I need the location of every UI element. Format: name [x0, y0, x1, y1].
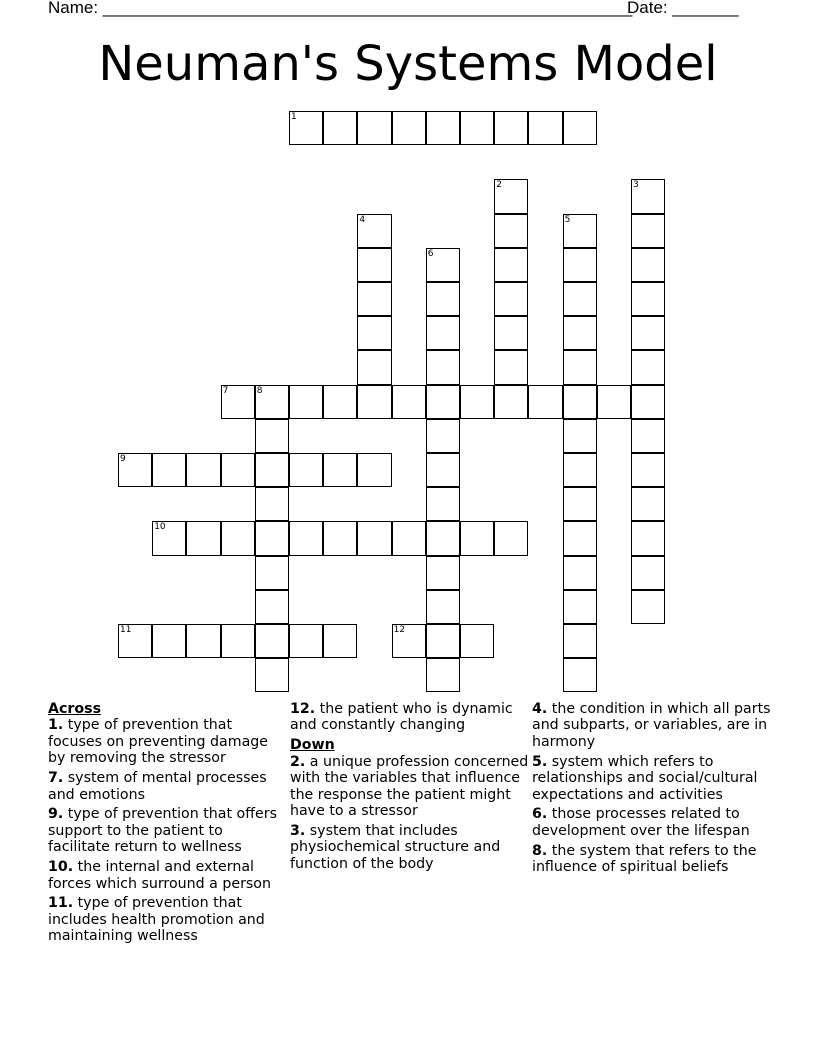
grid-cell[interactable] [255, 419, 289, 453]
grid-cell[interactable] [357, 248, 391, 282]
clue-across-9: 9. type of prevention that offers support to the patient to facilitate return to wellness [48, 806, 277, 856]
grid-cell[interactable] [563, 350, 597, 384]
grid-cell[interactable] [186, 624, 220, 658]
grid-cell[interactable] [460, 521, 494, 555]
cell-number: 3 [633, 180, 639, 191]
down-heading: Down [290, 737, 335, 754]
grid-cell[interactable] [323, 624, 357, 658]
clue-across-12: 12. the patient who is dynamic and constantly changing [290, 701, 513, 734]
grid-cell[interactable] [460, 624, 494, 658]
grid-cell[interactable] [255, 658, 289, 692]
grid-cell[interactable] [426, 385, 460, 419]
grid-cell[interactable] [426, 248, 460, 282]
grid-cell[interactable] [563, 419, 597, 453]
name-line: Name: ________________________________________________________ [48, 0, 633, 17]
grid-cell[interactable] [631, 316, 665, 350]
grid-cell[interactable] [563, 282, 597, 316]
cell-number: 6 [427, 248, 434, 259]
grid-cell[interactable] [357, 453, 391, 487]
grid-cell[interactable] [494, 111, 528, 145]
grid-cell[interactable] [631, 350, 665, 384]
grid-cell[interactable] [563, 487, 597, 521]
grid-cell[interactable] [392, 111, 426, 145]
grid-cell[interactable] [563, 453, 597, 487]
grid-cell[interactable] [289, 624, 323, 658]
cell-number: 2 [496, 180, 502, 191]
grid-cell[interactable] [494, 214, 528, 248]
grid-cell[interactable] [426, 624, 460, 658]
grid-cell[interactable] [289, 521, 323, 555]
cell-number: 8 [256, 385, 263, 396]
grid-cell[interactable] [426, 658, 460, 692]
clues-column-2 [290, 701, 530, 876]
cell-number: 9 [120, 454, 126, 464]
grid-cell[interactable] [289, 111, 323, 145]
grid-cell[interactable] [221, 453, 255, 487]
date-line: Date: _______ [627, 0, 739, 17]
clue-down-8: 8. the system that refers to the influence of spiritual beliefs [532, 842, 757, 876]
grid-cell[interactable] [392, 385, 426, 419]
grid-cell[interactable] [357, 111, 391, 145]
grid-cell[interactable] [357, 350, 391, 384]
grid-cell[interactable] [357, 214, 391, 248]
grid-cell[interactable] [392, 521, 426, 555]
grid-cell[interactable] [494, 521, 528, 555]
grid-cell[interactable] [357, 316, 391, 350]
grid-cell[interactable] [631, 556, 665, 590]
grid-cell[interactable] [323, 521, 357, 555]
cell-number: 5 [564, 214, 571, 225]
cell-number: 4 [359, 214, 366, 225]
clues-column-1 [48, 701, 288, 948]
grid-cell[interactable] [426, 282, 460, 316]
grid-cell[interactable] [494, 282, 528, 316]
grid-cell[interactable] [255, 590, 289, 624]
across-heading: Across [48, 701, 102, 717]
grid-cell[interactable] [426, 419, 460, 453]
grid-cell[interactable] [426, 453, 460, 487]
grid-cell[interactable] [426, 316, 460, 350]
grid-cell[interactable] [494, 350, 528, 384]
grid-cell[interactable] [255, 521, 289, 555]
grid-cell[interactable] [323, 111, 357, 145]
grid-cell[interactable] [152, 624, 186, 658]
clue-across-11: 11. type of prevention that includes health promotion and maintaining wellness [48, 895, 265, 945]
grid-cell[interactable] [323, 453, 357, 487]
page-title: Neuman's Systems Model [98, 36, 718, 92]
cell-number: 11 [120, 625, 132, 635]
grid-cell[interactable] [563, 590, 597, 624]
grid-cell[interactable] [631, 453, 665, 487]
grid-cell[interactable] [631, 248, 665, 282]
grid-cell[interactable] [426, 111, 460, 145]
cell-number: 1 [291, 112, 297, 122]
grid-cell[interactable] [118, 453, 152, 487]
grid-cell[interactable] [255, 385, 289, 419]
grid-cell[interactable] [494, 316, 528, 350]
grid-cell[interactable] [631, 385, 665, 419]
grid-cell[interactable] [563, 111, 597, 145]
clue-across-7: 7. system of mental processes and emotions [48, 770, 267, 803]
grid-cell[interactable] [255, 624, 289, 658]
grid-cell[interactable] [494, 385, 528, 419]
clue-down-6: 6. those processes related to development over the lifespan [532, 806, 750, 839]
grid-cell[interactable] [563, 658, 597, 692]
grid-cell[interactable] [357, 521, 391, 555]
grid-cell[interactable] [289, 385, 323, 419]
grid-cell[interactable] [323, 385, 357, 419]
grid-cell[interactable] [631, 419, 665, 453]
grid-cell[interactable] [255, 556, 289, 590]
grid-cell[interactable] [494, 179, 528, 213]
grid-cell[interactable] [426, 590, 460, 624]
grid-cell[interactable] [631, 521, 665, 555]
grid-cell[interactable] [631, 487, 665, 521]
grid-cell[interactable] [289, 453, 323, 487]
grid-cell[interactable] [460, 385, 494, 419]
grid-cell[interactable] [255, 487, 289, 521]
grid-cell[interactable] [186, 521, 220, 555]
clue-down-2: 2. a unique profession concerned with the variables that influence the response the patient might have to a stressor [290, 753, 529, 819]
clues-column-3 [532, 701, 772, 879]
grid-cell[interactable] [357, 385, 391, 419]
grid-cell[interactable] [221, 521, 255, 555]
grid-cell[interactable] [563, 556, 597, 590]
grid-cell[interactable] [118, 624, 152, 658]
grid-cell[interactable] [460, 111, 494, 145]
cell-number: 7 [222, 385, 229, 396]
grid-cell[interactable] [392, 624, 426, 658]
clue-down-3: 3. system that includes physiochemical structure and function of the body [290, 822, 501, 872]
clue-down-5: 5. system which refers to relationships and social/cultural expectations and activities [532, 753, 758, 803]
grid-cell[interactable] [186, 453, 220, 487]
grid-cell[interactable] [221, 624, 255, 658]
grid-cell[interactable] [255, 453, 289, 487]
grid-cell[interactable] [426, 521, 460, 555]
grid-cell[interactable] [528, 385, 562, 419]
grid-cell[interactable] [631, 590, 665, 624]
clue-down-4: 4. the condition in which all parts and subparts, or variables, are in harmony [532, 701, 771, 750]
grid-cell[interactable] [631, 282, 665, 316]
grid-cell[interactable] [426, 556, 460, 590]
grid-cell[interactable] [563, 316, 597, 350]
grid-cell[interactable] [631, 214, 665, 248]
clue-across-1: 1. type of prevention that focuses on preventing damage by removing the stressor [48, 717, 269, 767]
grid-cell[interactable] [221, 385, 255, 419]
grid-cell[interactable] [563, 385, 597, 419]
grid-cell[interactable] [357, 282, 391, 316]
cell-number: 10 [154, 522, 166, 533]
cell-number: 12 [393, 625, 406, 635]
grid-cell[interactable] [152, 453, 186, 487]
grid-cell[interactable] [426, 487, 460, 521]
grid-cell[interactable] [528, 111, 562, 145]
grid-cell[interactable] [563, 624, 597, 658]
grid-cell[interactable] [563, 248, 597, 282]
grid-cell[interactable] [494, 248, 528, 282]
clue-across-10: 10. the internal and external forces which surround a person [48, 859, 271, 892]
grid-cell[interactable] [563, 521, 597, 555]
grid-cell[interactable] [152, 521, 186, 555]
grid-cell[interactable] [426, 350, 460, 384]
grid-cell[interactable] [597, 385, 631, 419]
grid-cell[interactable] [631, 179, 665, 213]
grid-cell[interactable] [563, 214, 597, 248]
